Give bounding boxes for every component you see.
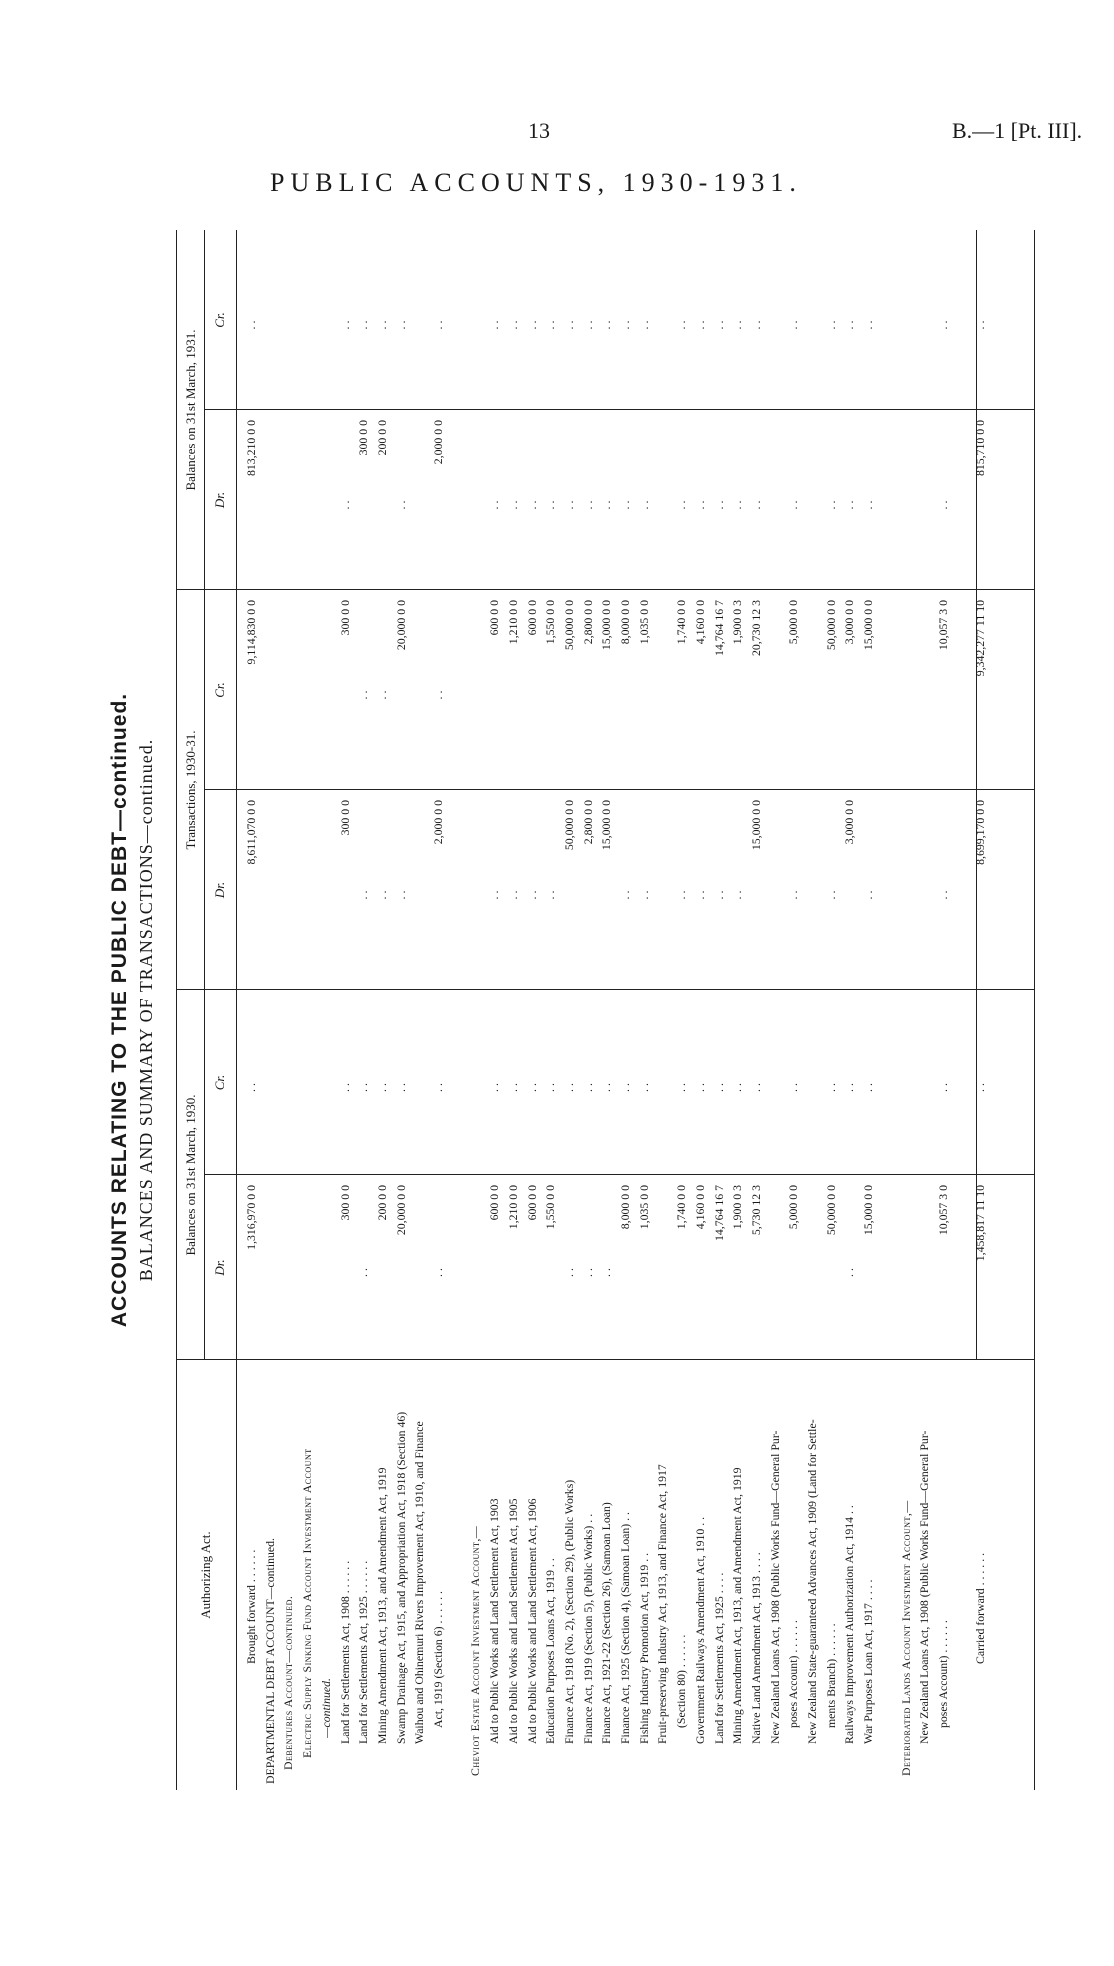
- table-row: [562, 230, 577, 1790]
- amount-cell: 1,458,817 11 10: [973, 1185, 988, 1262]
- amount-cell: 10,057 3 0: [935, 600, 950, 651]
- row-label: Electric Supply Sinking Fund Account Investment Account: [300, 1448, 315, 1758]
- table-row: [300, 230, 315, 1790]
- row-label: poses Account) . . . . . .: [786, 1620, 801, 1728]
- amount-cell: . .: [599, 1268, 614, 1277]
- amount-cell: . .: [337, 500, 352, 510]
- table-row: [655, 230, 670, 1790]
- table-row: [431, 230, 446, 1790]
- amount-cell: 15,000 0 0: [599, 800, 614, 851]
- table-row: [637, 230, 652, 1790]
- amount-cell: . .: [935, 500, 950, 510]
- header-authorizing-act: Authorizing Act.: [198, 1531, 213, 1619]
- table-row: [468, 230, 483, 1790]
- amount-cell: . .: [431, 320, 445, 330]
- row-label: Fruit-preserving Industry Act, 1913, and Finance Act, 1917: [655, 1464, 670, 1744]
- row-label: Swamp Drainage Act, 1915, and Appropriation Act, 1918 (Section 46): [393, 1411, 408, 1744]
- row-label: Finance Act, 1919 (Section 5), (Public Works) . .: [580, 1513, 595, 1744]
- amount-cell: 5,000 0 0: [786, 1185, 801, 1230]
- amount-cell: . .: [561, 1083, 576, 1092]
- amount-cell: . .: [674, 500, 689, 510]
- header-transactions: Transactions, 1930-31.: [183, 730, 198, 850]
- amount-cell: 8,699,170 0 0: [973, 800, 988, 865]
- amount-cell: 300 0 0: [337, 800, 352, 836]
- amount-cell: 4,160 0 0: [692, 600, 707, 645]
- amount-cell: . .: [580, 1268, 595, 1277]
- amount-cell: . .: [786, 320, 801, 330]
- row-label: ments Branch) . . . . . .: [823, 1623, 838, 1728]
- amount-cell: . .: [580, 500, 595, 510]
- table-row: [618, 230, 633, 1790]
- amount-cell: . .: [973, 320, 988, 330]
- amount-cell: 50,000 0 0: [823, 1185, 838, 1236]
- table-row: [319, 230, 334, 1790]
- table-row: [936, 230, 951, 1790]
- amount-cell: . .: [356, 690, 371, 700]
- table-row: [842, 230, 857, 1790]
- amount-cell: . .: [505, 320, 520, 330]
- amount-cell: . .: [487, 890, 502, 900]
- amount-cell: . .: [618, 320, 632, 330]
- amount-cell: . .: [786, 1083, 801, 1092]
- row-label: Deteriorated Lands Account Investment Account,—: [898, 1500, 913, 1776]
- header-cr: Cr.: [212, 1074, 227, 1091]
- amount-cell: . .: [935, 320, 950, 330]
- row-label: Act, 1919 (Section 6) . . . . . .: [431, 1591, 445, 1728]
- row-label: poses Account) . . . . . .: [935, 1620, 950, 1728]
- amount-cell: 600 0 0: [487, 1185, 502, 1221]
- amount-cell: . .: [636, 500, 651, 510]
- amount-cell: 1,900 0 3: [730, 600, 745, 645]
- amount-cell: . .: [618, 500, 632, 510]
- table-row: [506, 230, 521, 1790]
- table-row: [263, 230, 278, 1790]
- amount-cell: 200 0 0: [374, 1185, 389, 1221]
- header-dr: Dr.: [212, 1259, 227, 1276]
- row-label: Waihou and Ohinemuri Rivers Improvement Act, 1910, and Finance: [412, 1421, 427, 1744]
- amount-cell: . .: [505, 890, 520, 900]
- row-label: Education Purposes Loans Act, 1919 . .: [543, 1558, 558, 1744]
- row-label: Cheviot Estate Account Investment Account,—: [468, 1525, 483, 1776]
- amount-cell: . .: [431, 1083, 445, 1092]
- amount-cell: . .: [692, 890, 707, 900]
- amount-cell: 50,000 0 0: [561, 600, 576, 651]
- amount-cell: . .: [561, 500, 576, 510]
- amount-cell: . .: [823, 320, 838, 330]
- amount-cell: 300 0 0: [337, 1185, 352, 1221]
- amount-cell: . .: [524, 320, 539, 330]
- table-row: [917, 230, 932, 1790]
- table-row: [824, 230, 839, 1790]
- amount-cell: 20,730 12 3: [748, 600, 763, 657]
- amount-cell: 1,035 0 0: [636, 600, 651, 645]
- amount-cell: . .: [356, 1268, 371, 1277]
- amount-cell: . .: [374, 890, 389, 900]
- row-label: War Purposes Loan Act, 1917 . . . .: [861, 1579, 876, 1744]
- amount-cell: . .: [487, 1083, 502, 1092]
- rotated-table-sheet: [108, 230, 1038, 1790]
- header-cr: Cr.: [212, 682, 227, 698]
- table-row: [356, 230, 371, 1790]
- amount-cell: 1,550 0 0: [543, 600, 558, 645]
- amount-cell: . .: [505, 500, 520, 510]
- row-label: New Zealand Loans Act, 1908 (Public Works Fund—General Pur-: [917, 1430, 932, 1744]
- table-row: [712, 230, 727, 1790]
- document-reference: B.—1 [Pt. III].: [952, 118, 1083, 143]
- header-balances-1931: Balances on 31st March, 1931.: [183, 329, 198, 491]
- row-label: Land for Settlements Act, 1908 . . . . . .: [337, 1560, 352, 1744]
- row-label: Government Railways Amendment Act, 1910 . .: [692, 1516, 707, 1744]
- table-row: [412, 230, 427, 1790]
- amount-cell: 9,114,830 0 0: [244, 600, 258, 665]
- row-label: DEPARTMENTAL DEBT ACCOUNT—continued.: [262, 1538, 277, 1784]
- amount-cell: 5,000 0 0: [786, 600, 801, 645]
- header-balances-1930: Balances on 31st March, 1930.: [183, 1094, 198, 1256]
- amount-cell: . .: [711, 1083, 726, 1092]
- amount-cell: 300 0 0: [356, 420, 371, 456]
- table-row: [525, 230, 540, 1790]
- row-label: Land for Settlements Act, 1925 . . . .: [711, 1572, 726, 1744]
- row-label: Finance Act, 1921-22 (Section 26), (Samoan Loan): [599, 1502, 614, 1744]
- header-cr: Cr.: [212, 312, 227, 328]
- amount-cell: . .: [487, 320, 502, 330]
- amount-cell: . .: [861, 500, 876, 510]
- row-label: Mining Amendment Act, 1913, and Amendment Act, 1919: [730, 1467, 745, 1744]
- amount-cell: . .: [431, 1268, 445, 1277]
- amount-cell: 8,000 0 0: [618, 600, 632, 645]
- amount-cell: . .: [674, 1083, 689, 1092]
- table-row: [543, 230, 558, 1790]
- row-label: Debentures Account—continued.: [281, 1595, 296, 1770]
- amount-cell: . .: [730, 500, 745, 510]
- table-row: [955, 230, 970, 1790]
- table-row: [973, 230, 988, 1790]
- amount-cell: 3,000 0 0: [842, 800, 857, 845]
- amount-cell: . .: [935, 1083, 950, 1092]
- row-label: Finance Act, 1918 (No. 2), (Section 29), (Public Works): [561, 1479, 576, 1744]
- table-bottom-rule: [1034, 230, 1035, 1790]
- amount-cell: . .: [393, 500, 408, 510]
- amount-cell: . .: [842, 1083, 857, 1092]
- page-title: PUBLIC ACCOUNTS, 1930-1931.: [270, 168, 802, 197]
- amount-cell: . .: [861, 1083, 876, 1092]
- amount-cell: 2,800 0 0: [580, 800, 595, 845]
- amount-cell: 14,764 16 7: [711, 600, 726, 657]
- header-bottom-rule: [236, 230, 237, 1790]
- amount-cell: . .: [748, 1083, 763, 1092]
- amount-cell: . .: [973, 1083, 988, 1092]
- row-label: New Zealand Loans Act, 1908 (Public Works Fund—General Pur-: [767, 1430, 782, 1744]
- amount-cell: 600 0 0: [524, 1185, 539, 1221]
- table-row: [693, 230, 708, 1790]
- amount-cell: . .: [674, 890, 689, 900]
- amount-cell: . .: [524, 500, 539, 510]
- amount-cell: 8,611,070 0 0: [244, 800, 258, 865]
- amount-cell: . .: [431, 690, 445, 700]
- amount-cell: 2,800 0 0: [580, 600, 595, 645]
- amount-cell: . .: [356, 320, 371, 330]
- table-row: [674, 230, 689, 1790]
- amount-cell: 15,000 0 0: [861, 1185, 876, 1236]
- amount-cell: . .: [692, 1083, 707, 1092]
- amount-cell: 813,210 0 0: [244, 420, 258, 477]
- accounts-table: [176, 230, 1036, 1790]
- amount-cell: . .: [337, 1083, 352, 1092]
- table-row: [487, 230, 502, 1790]
- amount-cell: . .: [748, 500, 763, 510]
- amount-cell: 1,035 0 0: [636, 1185, 651, 1230]
- amount-cell: . .: [823, 500, 838, 510]
- amount-cell: 600 0 0: [487, 600, 502, 636]
- amount-cell: 1,740 0 0: [674, 600, 689, 645]
- amount-cell: . .: [618, 1083, 632, 1092]
- amount-cell: . .: [674, 320, 689, 330]
- table-row: [749, 230, 764, 1790]
- amount-cell: . .: [730, 320, 745, 330]
- amount-cell: . .: [244, 320, 258, 330]
- amount-cell: . .: [636, 1083, 651, 1092]
- table-row: [899, 230, 914, 1790]
- table-row: [805, 230, 820, 1790]
- amount-cell: . .: [599, 500, 614, 510]
- amount-cell: 15,000 0 0: [748, 800, 763, 851]
- amount-cell: . .: [561, 1268, 576, 1277]
- amount-cell: 1,900 0 3: [730, 1185, 745, 1230]
- amount-cell: 9,342,277 11 10: [973, 600, 988, 677]
- table-subtitle: BALANCES AND SUMMARY OF TRANSACTIONS—continued.: [136, 738, 156, 1282]
- amount-cell: . .: [786, 500, 801, 510]
- amount-cell: . .: [580, 1083, 595, 1092]
- amount-cell: 14,764 16 7: [711, 1185, 726, 1242]
- row-label: Aid to Public Works and Land Settlement Act, 1903: [487, 1498, 502, 1744]
- amount-cell: 5,730 12 3: [748, 1185, 763, 1236]
- table-row: [861, 230, 876, 1790]
- amount-cell: 300 0 0: [337, 600, 352, 636]
- table-row: [375, 230, 390, 1790]
- amount-cell: 2,000 0 0: [431, 420, 445, 465]
- row-label: Mining Amendment Act, 1913, and Amendment Act, 1919: [374, 1467, 389, 1744]
- amount-cell: 50,000 0 0: [561, 800, 576, 851]
- amount-cell: . .: [524, 890, 539, 900]
- amount-cell: . .: [580, 320, 595, 330]
- amount-cell: . .: [861, 890, 876, 900]
- amount-cell: . .: [618, 890, 632, 900]
- amount-cell: . .: [543, 1083, 558, 1092]
- amount-cell: . .: [356, 890, 371, 900]
- amount-cell: . .: [356, 1083, 371, 1092]
- table-row: [338, 230, 353, 1790]
- amount-cell: . .: [711, 890, 726, 900]
- row-label: Aid to Public Works and Land Settlement Act, 1906: [524, 1498, 539, 1744]
- table-row: [768, 230, 783, 1790]
- amount-cell: 4,160 0 0: [692, 1185, 707, 1230]
- amount-cell: 200 0 0: [374, 420, 389, 456]
- amount-cell: . .: [543, 500, 558, 510]
- amount-cell: . .: [374, 320, 389, 330]
- table-row: [281, 230, 296, 1790]
- row-label: Railways Improvement Authorization Act, 1914 . .: [842, 1505, 857, 1744]
- amount-cell: 600 0 0: [524, 600, 539, 636]
- row-label: —continued.: [318, 1678, 333, 1738]
- amount-cell: . .: [786, 890, 801, 900]
- amount-cell: . .: [730, 1083, 745, 1092]
- table-row: [786, 230, 801, 1790]
- amount-cell: . .: [487, 500, 502, 510]
- amount-cell: . .: [543, 890, 558, 900]
- amount-cell: . .: [374, 690, 389, 700]
- amount-cell: 1,550 0 0: [543, 1185, 558, 1230]
- page-number: 13: [528, 118, 550, 143]
- amount-cell: 15,000 0 0: [599, 600, 614, 651]
- amount-cell: . .: [393, 890, 408, 900]
- amount-cell: 2,000 0 0: [431, 800, 445, 845]
- row-label: (Section 80) . . . . . .: [674, 1634, 689, 1728]
- amount-cell: . .: [692, 320, 707, 330]
- amount-cell: 10,057 3 0: [935, 1185, 950, 1236]
- amount-cell: 1,210 0 0: [505, 600, 520, 645]
- header-dr: Dr.: [212, 881, 227, 899]
- amount-cell: . .: [636, 890, 651, 900]
- table-row: [450, 230, 465, 1790]
- row-label: Carried forward . . . . . .: [973, 1552, 988, 1664]
- table-row: [581, 230, 596, 1790]
- amount-cell: . .: [748, 320, 763, 330]
- amount-cell: . .: [636, 320, 651, 330]
- amount-cell: . .: [599, 1083, 614, 1092]
- amount-cell: 20,000 0 0: [393, 1185, 408, 1236]
- row-label: New Zealand State-guaranteed Advances Act, 1909 (Land for Settle-: [805, 1419, 819, 1744]
- amount-cell: . .: [711, 500, 726, 510]
- amount-cell: . .: [842, 500, 857, 510]
- amount-cell: . .: [244, 1083, 258, 1092]
- amount-cell: . .: [599, 320, 614, 330]
- amount-cell: 815,710 0 0: [973, 420, 988, 477]
- header-dr: Dr.: [212, 491, 227, 509]
- amount-cell: . .: [935, 890, 950, 900]
- row-label: Fishing Industry Promotion Act, 1919 . .: [636, 1552, 651, 1744]
- amount-cell: . .: [374, 1083, 389, 1092]
- amount-cell: . .: [505, 1083, 520, 1092]
- amount-cell: . .: [730, 890, 745, 900]
- amount-cell: . .: [842, 1268, 857, 1277]
- amount-cell: . .: [842, 320, 857, 330]
- amount-cell: . .: [561, 320, 576, 330]
- amount-cell: 8,000 0 0: [618, 1185, 632, 1230]
- table-row: [394, 230, 409, 1790]
- amount-cell: . .: [543, 320, 558, 330]
- table-row: [244, 230, 259, 1790]
- amount-cell: 1,740 0 0: [674, 1185, 689, 1230]
- group-header-rule: [204, 230, 205, 1360]
- row-label: Native Land Amendment Act, 1913 . . . .: [748, 1552, 763, 1744]
- amount-cell: . .: [337, 320, 352, 330]
- row-label: Brought forward . . . . . .: [244, 1549, 258, 1664]
- amount-cell: . .: [393, 1083, 408, 1092]
- table-title: ACCOUNTS RELATING TO THE PUBLIC DEBT—continued.: [108, 692, 131, 1328]
- amount-cell: 1,210 0 0: [505, 1185, 520, 1230]
- table-top-rule: [176, 230, 177, 1790]
- table-row: [730, 230, 745, 1790]
- amount-cell: . .: [524, 1083, 539, 1092]
- row-label: Aid to Public Works and Land Settlement Act, 1905: [505, 1498, 520, 1744]
- amount-cell: . .: [393, 320, 408, 330]
- amount-cell: . .: [692, 500, 707, 510]
- amount-cell: 20,000 0 0: [393, 600, 408, 651]
- amount-cell: . .: [711, 320, 726, 330]
- table-row: [599, 230, 614, 1790]
- row-label: Land for Settlements Act, 1925 . . . . . .: [356, 1560, 371, 1744]
- amount-cell: 15,000 0 0: [861, 600, 876, 651]
- amount-cell: . .: [823, 890, 838, 900]
- amount-cell: . .: [861, 320, 876, 330]
- amount-cell: 1,316,970 0 0: [244, 1185, 258, 1250]
- amount-cell: 50,000 0 0: [823, 600, 838, 651]
- row-label: Finance Act, 1925 (Section 4), (Samoan Loan) . .: [618, 1512, 632, 1744]
- amount-cell: . .: [823, 1083, 838, 1092]
- amount-cell: 3,000 0 0: [842, 600, 857, 645]
- table-row: [880, 230, 895, 1790]
